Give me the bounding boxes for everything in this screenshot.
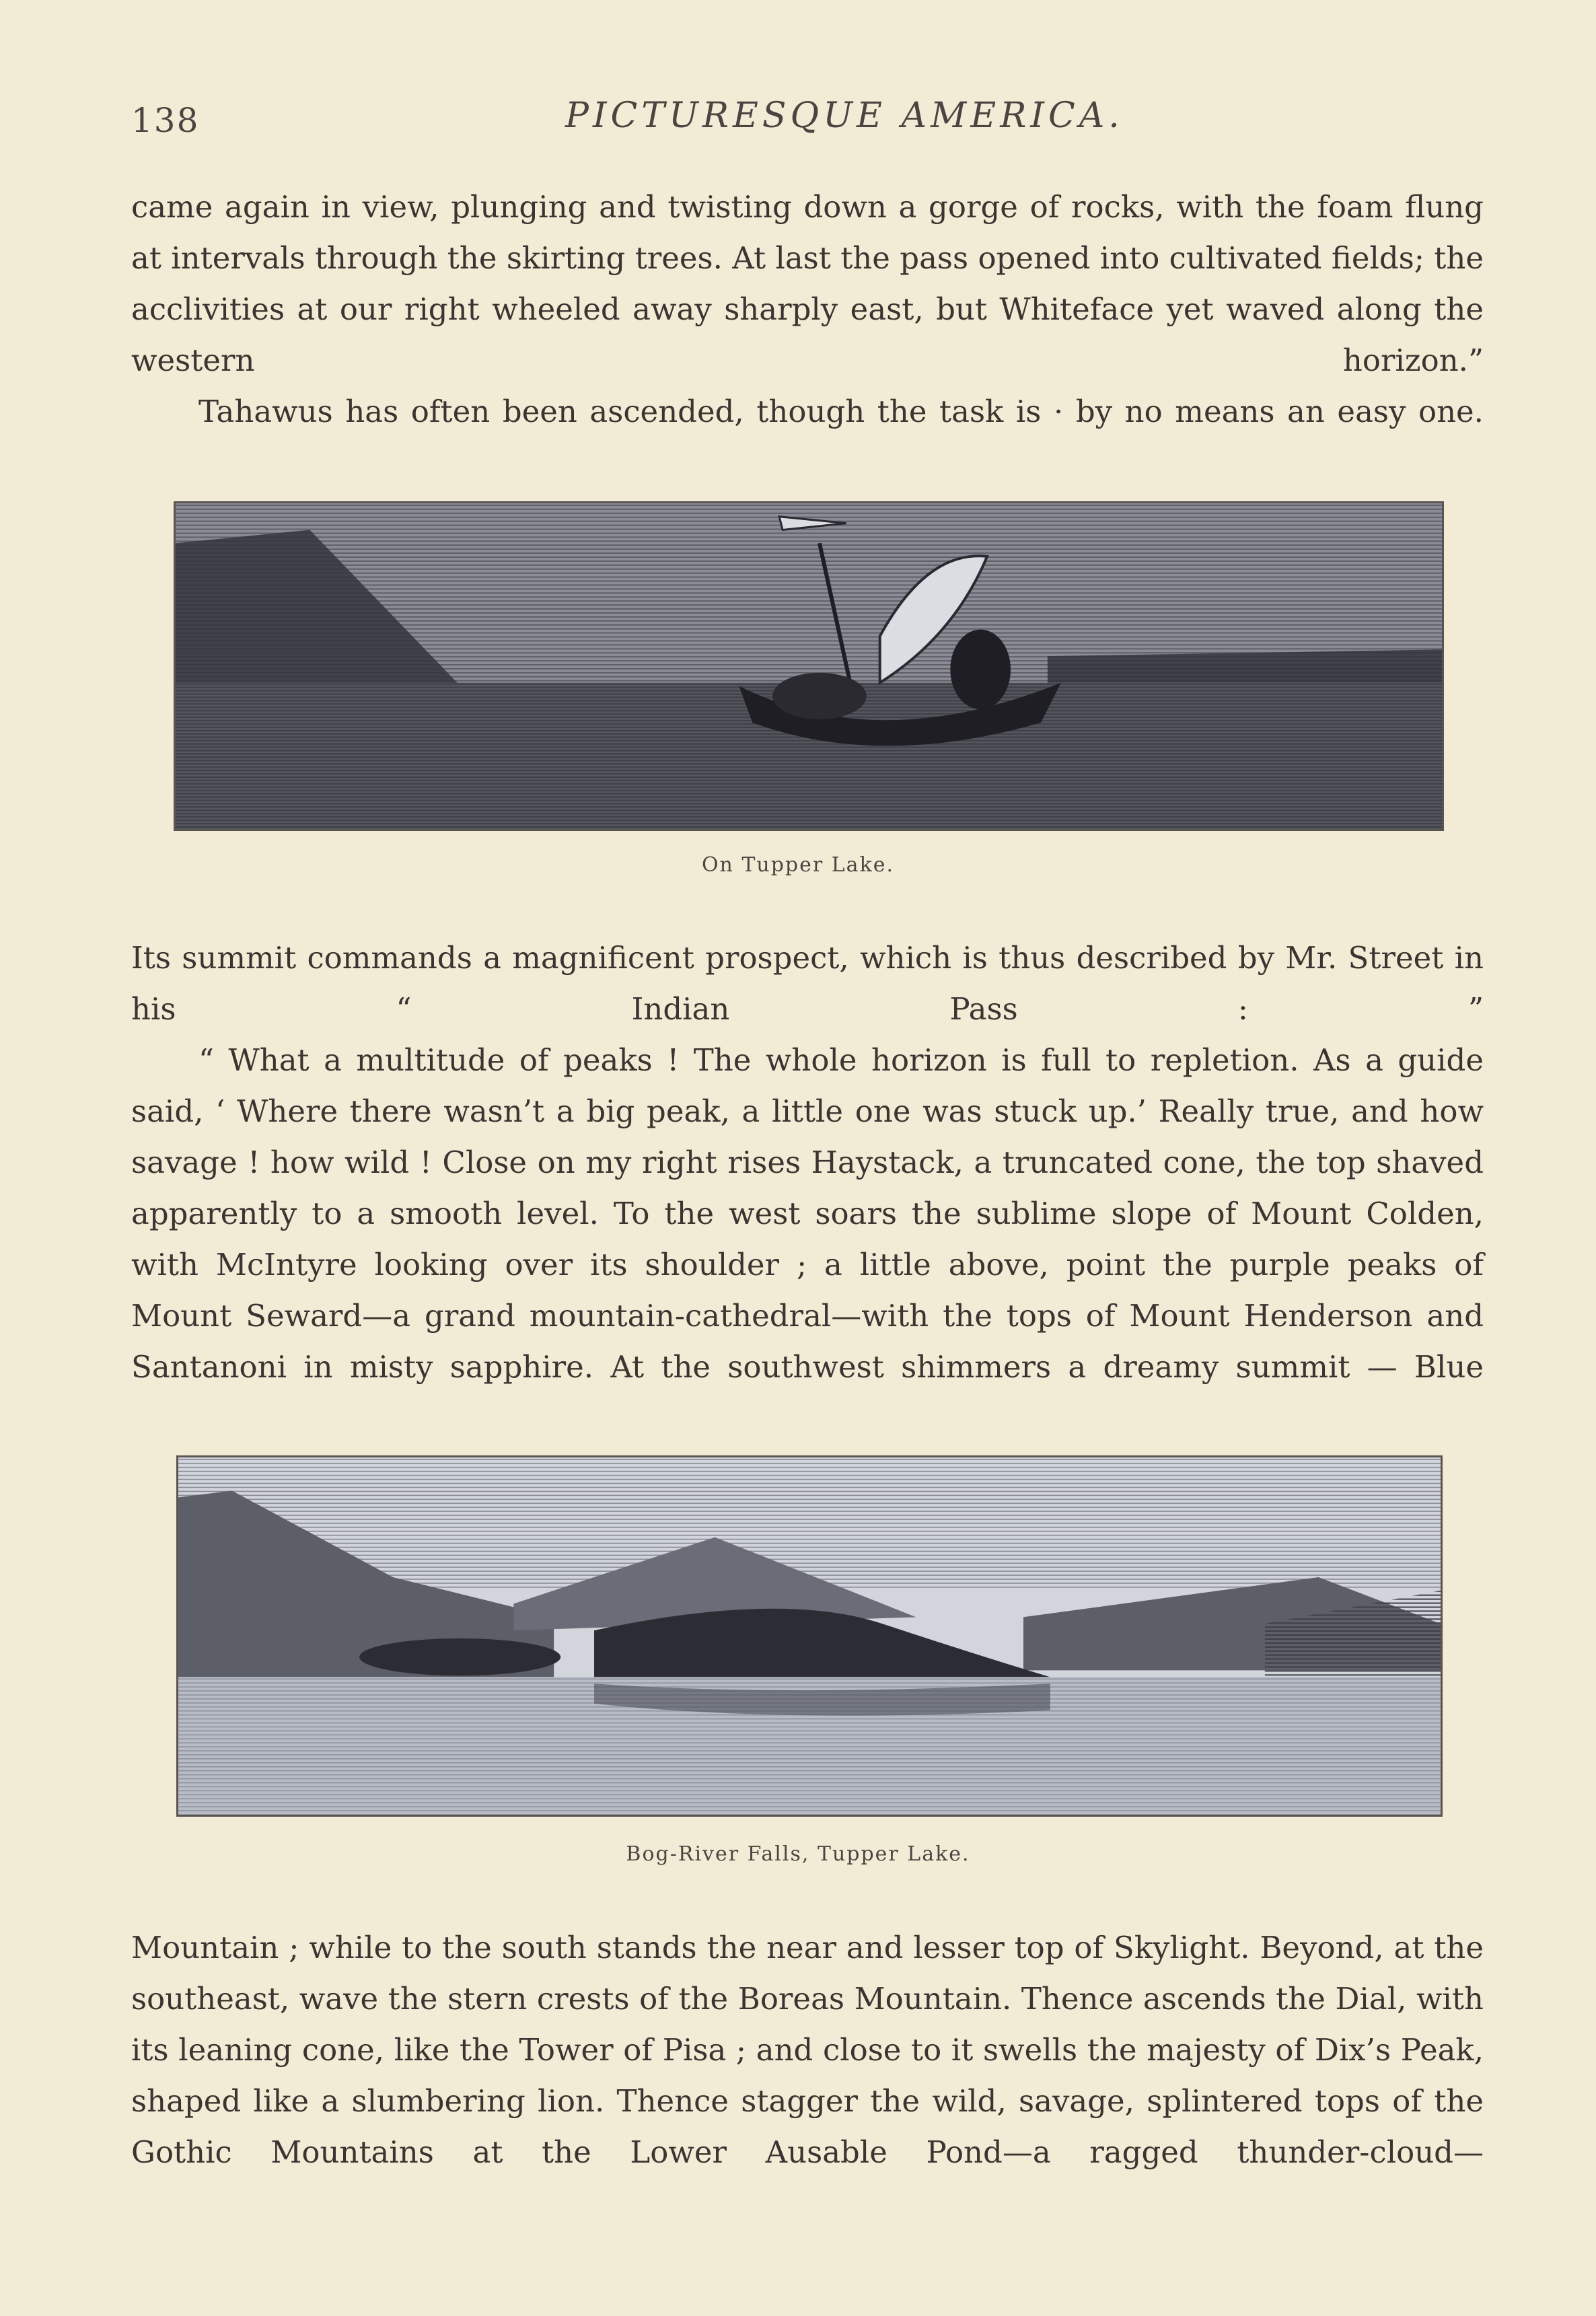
paragraph-2: Tahawus has often been ascended, though the task is · by no means an easy one. — [198, 394, 1484, 429]
caption-tupper-lake: On Tupper Lake. — [701, 853, 895, 877]
paragraph-4: “ What a multitude of peaks ! The whole horizon is full to repletion. As a guide said, ‘ Where there wasn’t a big peak, a little one was stuck up.’ Really true, and how savage ! how wild ! Close on my right rises Haystack, a truncated cone, the top shaved apparently to a smooth level. To the west soars the sublime slope of Mount Colden, with McIntyre looking over its shoulder ; a little above, point the purple peaks of Mount Seward—a grand mountain-cathedral—with the tops of Mount Henderson and Santanoni in misty sapphire. At the southwest shimmers a dreamy summit — Blue — [131, 1042, 1484, 1385]
running-title: PICTURESQUE AMERICA. — [565, 96, 1124, 136]
engraving-bog-river-falls — [176, 1455, 1443, 1817]
engraving-tupper-lake — [174, 501, 1444, 831]
page-number: 138 — [131, 101, 200, 140]
paragraph-1: came again in view, plunging and twisting down a gorge of rocks, with the foam flung at intervals through the skirting trees. At last the pass opened into cultivated fields; the acclivities at our right wheeled away sharply east, but Whiteface yet waved along the western horizon.” — [131, 189, 1484, 378]
engraving-tupper-lake-art — [176, 503, 1442, 829]
caption-bog-river-falls: Bog-River Falls, Tupper Lake. — [626, 1842, 970, 1866]
paragraph-3: Its summit commands a magnificent prospect, which is thus described by Mr. Street in his “ Indian Pass : ” — [131, 940, 1484, 1027]
engraving-bog-river-falls-art — [178, 1457, 1441, 1815]
paragraph-5: Mountain ; while to the south stands the near and lesser top of Skylight. Beyond, at the southeast, wave the stern crests of the Boreas Mountain. Thence ascends the Dial, with its leaning cone, like the Tower of Pisa ; and close to it swells the majesty of Dix’s Peak, shaped like a slumbering lion. Thence stagger the wild, savage, splintered tops of the Gothic Mountains at the Lower Ausable Pond—a ragged thunder-cloud— — [131, 1930, 1484, 2170]
